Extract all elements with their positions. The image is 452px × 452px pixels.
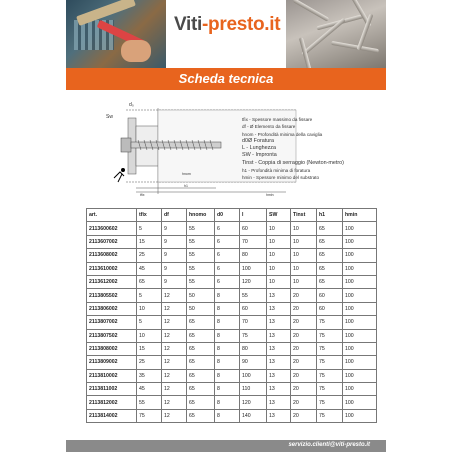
label-h1: h1	[184, 184, 188, 188]
table-cell: 8	[215, 409, 240, 422]
legend-item: Tinst - Coppia di serraggio (Newton-metro)	[242, 159, 344, 166]
table-cell: 70	[240, 235, 267, 248]
legend-item: hmin - Spessore minimo del substrato	[242, 175, 320, 181]
label-tfix: tfix	[140, 193, 145, 197]
table-cell: 100	[343, 396, 377, 409]
table-cell: 60	[240, 302, 267, 315]
table-cell: 13	[267, 342, 291, 355]
table-cell: 55	[187, 235, 215, 248]
table-cell: 10	[291, 275, 317, 288]
table-cell: 12	[162, 289, 187, 302]
article-code-cell: 2113607002	[87, 235, 137, 248]
header-cell: h1	[317, 209, 343, 222]
table-cell: 140	[240, 409, 267, 422]
table-cell: 12	[162, 329, 187, 342]
table-cell: 12	[162, 302, 187, 315]
table-cell: 100	[343, 356, 377, 369]
title-bar	[66, 68, 386, 90]
table-cell: 8	[215, 316, 240, 329]
article-code-cell: 2113810002	[87, 369, 137, 382]
table-cell: 75	[317, 329, 343, 342]
table-cell: 65	[187, 342, 215, 355]
table-row	[87, 369, 377, 382]
table-row	[87, 316, 377, 329]
table-cell: 100	[343, 222, 377, 235]
table-cell: 45	[137, 262, 162, 275]
table-cell: 10	[137, 329, 162, 342]
table-cell: 80	[240, 249, 267, 262]
legend-item: tfix - Spessore massimo da fissare	[242, 117, 313, 122]
table-cell: 100	[343, 369, 377, 382]
legend-item: SW - Impronta	[242, 152, 277, 159]
table-cell: 60	[317, 289, 343, 302]
table-cell: 10	[291, 222, 317, 235]
article-code-cell: 2113812002	[87, 396, 137, 409]
table-cell: 8	[215, 396, 240, 409]
article-code-cell: 2113809002	[87, 356, 137, 369]
table-cell: 100	[343, 316, 377, 329]
table-cell: 9	[162, 235, 187, 248]
header-cell: SW	[267, 209, 291, 222]
table-cell: 110	[240, 383, 267, 396]
table-cell: 65	[317, 235, 343, 248]
table-cell: 12	[162, 369, 187, 382]
table-cell: 55	[187, 249, 215, 262]
table-cell: 20	[291, 316, 317, 329]
table-cell: 80	[240, 342, 267, 355]
table-cell: 5	[137, 222, 162, 235]
table-cell: 65	[187, 356, 215, 369]
table-cell: 13	[267, 316, 291, 329]
table-cell: 100	[343, 302, 377, 315]
table-cell: 10	[291, 262, 317, 275]
installation-symbol	[114, 169, 125, 183]
header-cell: tfix	[137, 209, 162, 222]
table-cell: 65	[317, 262, 343, 275]
table-cell: 13	[267, 356, 291, 369]
legend-item: h1 - Profondità minima di foratura	[242, 168, 311, 174]
table-cell: 100	[343, 329, 377, 342]
screws-photo	[286, 0, 386, 68]
table-cell: 100	[240, 369, 267, 382]
table-row	[87, 249, 377, 262]
table-cell: 65	[317, 222, 343, 235]
table-cell: 15	[137, 235, 162, 248]
table-cell: 75	[317, 342, 343, 355]
table-row	[87, 222, 377, 235]
page-title: Scheda tecnica	[178, 71, 274, 86]
table-cell: 70	[240, 316, 267, 329]
table-header-row	[87, 209, 377, 222]
table-cell: 8	[215, 369, 240, 382]
table-cell: 9	[162, 262, 187, 275]
logo-area	[166, 0, 286, 68]
table-cell: 60	[240, 222, 267, 235]
article-code-cell: 2113612002	[87, 275, 137, 288]
table-cell: 13	[267, 409, 291, 422]
table-cell: 100	[343, 383, 377, 396]
table-cell: 8	[215, 356, 240, 369]
table-cell: 100	[343, 275, 377, 288]
table-cell: 75	[317, 396, 343, 409]
table-cell: 55	[137, 396, 162, 409]
table-row	[87, 262, 377, 275]
table-cell: 100	[343, 289, 377, 302]
table-cell: 20	[291, 302, 317, 315]
table-cell: 25	[137, 356, 162, 369]
table-cell: 50	[187, 289, 215, 302]
header-cell: hnomo	[187, 209, 215, 222]
table-cell: 20	[291, 409, 317, 422]
legend-item: d0Ø Foratura	[242, 137, 275, 144]
table-cell: 55	[187, 262, 215, 275]
spec-sheet-page	[66, 0, 386, 452]
table-cell: 12	[162, 396, 187, 409]
table-cell: 6	[215, 222, 240, 235]
legend-item: hnom - Profondità minima della caviglia	[242, 131, 323, 137]
table-cell: 6	[215, 235, 240, 248]
header-cell: l	[240, 209, 267, 222]
table-cell: 13	[267, 396, 291, 409]
header-cell: Tinst	[291, 209, 317, 222]
brand-logo[interactable]	[174, 14, 280, 36]
table-cell: 13	[267, 329, 291, 342]
table-cell: 13	[267, 302, 291, 315]
table-cell: 45	[137, 383, 162, 396]
table-cell: 10	[267, 275, 291, 288]
spec-table	[86, 208, 377, 423]
label-sw: Sw	[106, 114, 113, 120]
table-cell: 9	[162, 275, 187, 288]
table-cell: 100	[240, 262, 267, 275]
table-cell: 35	[137, 369, 162, 382]
table-cell: 20	[291, 329, 317, 342]
article-code-cell: 2113807002	[87, 316, 137, 329]
label-hnom: hnom	[182, 172, 191, 176]
tools-photo	[66, 0, 166, 68]
table-cell: 65	[137, 275, 162, 288]
table-cell: 65	[187, 369, 215, 382]
table-cell: 65	[187, 409, 215, 422]
table-cell: 25	[137, 249, 162, 262]
table-cell: 100	[343, 409, 377, 422]
article-code-cell: 2113814002	[87, 409, 137, 422]
table-cell: 65	[187, 396, 215, 409]
logo-main-text: Viti	[174, 14, 203, 35]
table-cell: 90	[240, 356, 267, 369]
table-cell: 10	[137, 302, 162, 315]
article-code-cell: 2113806002	[87, 302, 137, 315]
table-cell: 8	[215, 342, 240, 355]
table-cell: 75	[317, 369, 343, 382]
table-cell: 12	[162, 342, 187, 355]
table-cell: 65	[187, 316, 215, 329]
article-code-cell: 2113808002	[87, 342, 137, 355]
table-cell: 75	[137, 409, 162, 422]
table-row	[87, 342, 377, 355]
table-cell: 8	[215, 329, 240, 342]
table-cell: 55	[240, 289, 267, 302]
table-cell: 120	[240, 396, 267, 409]
table-cell: 20	[291, 289, 317, 302]
table-cell: 75	[317, 383, 343, 396]
table-cell: 5	[137, 289, 162, 302]
legend-item: df - Ø Elemento da fissare	[242, 124, 296, 130]
table-cell: 12	[162, 383, 187, 396]
table-row	[87, 235, 377, 248]
article-code-cell: 2113608002	[87, 249, 137, 262]
table-row	[87, 275, 377, 288]
table-cell: 65	[187, 329, 215, 342]
table-cell: 13	[267, 383, 291, 396]
header-cell: df	[162, 209, 187, 222]
table-cell: 65	[317, 249, 343, 262]
table-row	[87, 383, 377, 396]
table-cell: 20	[291, 356, 317, 369]
header-cell: d0	[215, 209, 240, 222]
table-cell: 100	[343, 342, 377, 355]
table-cell: 9	[162, 222, 187, 235]
table-cell: 65	[317, 275, 343, 288]
table-cell: 75	[317, 316, 343, 329]
table-cell: 50	[187, 302, 215, 315]
article-code-cell: 2113807502	[87, 329, 137, 342]
table-cell: 20	[291, 342, 317, 355]
table-cell: 12	[162, 409, 187, 422]
table-cell: 12	[162, 316, 187, 329]
article-code-cell: 2113610002	[87, 262, 137, 275]
table-row	[87, 302, 377, 315]
table-cell: 120	[240, 275, 267, 288]
table-row	[87, 396, 377, 409]
table-cell: 6	[215, 262, 240, 275]
table-row	[87, 329, 377, 342]
header-cell: hmin	[343, 209, 377, 222]
table-cell: 55	[187, 222, 215, 235]
table-cell: 13	[267, 289, 291, 302]
table-cell: 100	[343, 262, 377, 275]
table-cell: 100	[343, 235, 377, 248]
header-cell: art.	[87, 209, 137, 222]
table-cell: 10	[291, 249, 317, 262]
table-row	[87, 289, 377, 302]
table-cell: 55	[187, 275, 215, 288]
table-cell: 5	[137, 316, 162, 329]
table-cell: 8	[215, 289, 240, 302]
table-cell: 6	[215, 249, 240, 262]
footer-bar	[66, 440, 386, 452]
header-banner	[66, 0, 386, 68]
logo-accent-text: -presto.it	[202, 14, 281, 35]
table-cell: 65	[187, 383, 215, 396]
table-cell: 75	[317, 356, 343, 369]
table-row	[87, 356, 377, 369]
table-cell: 12	[162, 356, 187, 369]
table-cell: 20	[291, 369, 317, 382]
table-cell: 8	[215, 302, 240, 315]
table-cell: 10	[267, 222, 291, 235]
table-cell: 10	[267, 249, 291, 262]
legend-block	[242, 116, 382, 182]
legend-item: L - Lunghezza	[242, 145, 276, 152]
table-cell: 100	[343, 249, 377, 262]
article-code-cell: 2113600602	[87, 222, 137, 235]
table-cell: 10	[291, 235, 317, 248]
table-cell: 13	[267, 369, 291, 382]
table-cell: 9	[162, 249, 187, 262]
table-row	[87, 409, 377, 422]
table-cell: 20	[291, 383, 317, 396]
table-body	[87, 222, 377, 423]
article-code-cell: 2113811002	[87, 383, 137, 396]
contact-email-link[interactable]: servizio.clienti@viti-presto.it	[288, 442, 370, 448]
table-cell: 10	[267, 235, 291, 248]
article-code-cell: 2113805502	[87, 289, 137, 302]
table-cell: 10	[267, 262, 291, 275]
table-cell: 20	[291, 396, 317, 409]
table-cell: 75	[240, 329, 267, 342]
label-d0: d₀	[129, 102, 134, 108]
table-cell: 15	[137, 342, 162, 355]
label-hmin: hmin	[266, 193, 274, 197]
table-cell: 75	[317, 409, 343, 422]
table-cell: 6	[215, 275, 240, 288]
table-cell: 8	[215, 383, 240, 396]
table-cell: 60	[317, 302, 343, 315]
